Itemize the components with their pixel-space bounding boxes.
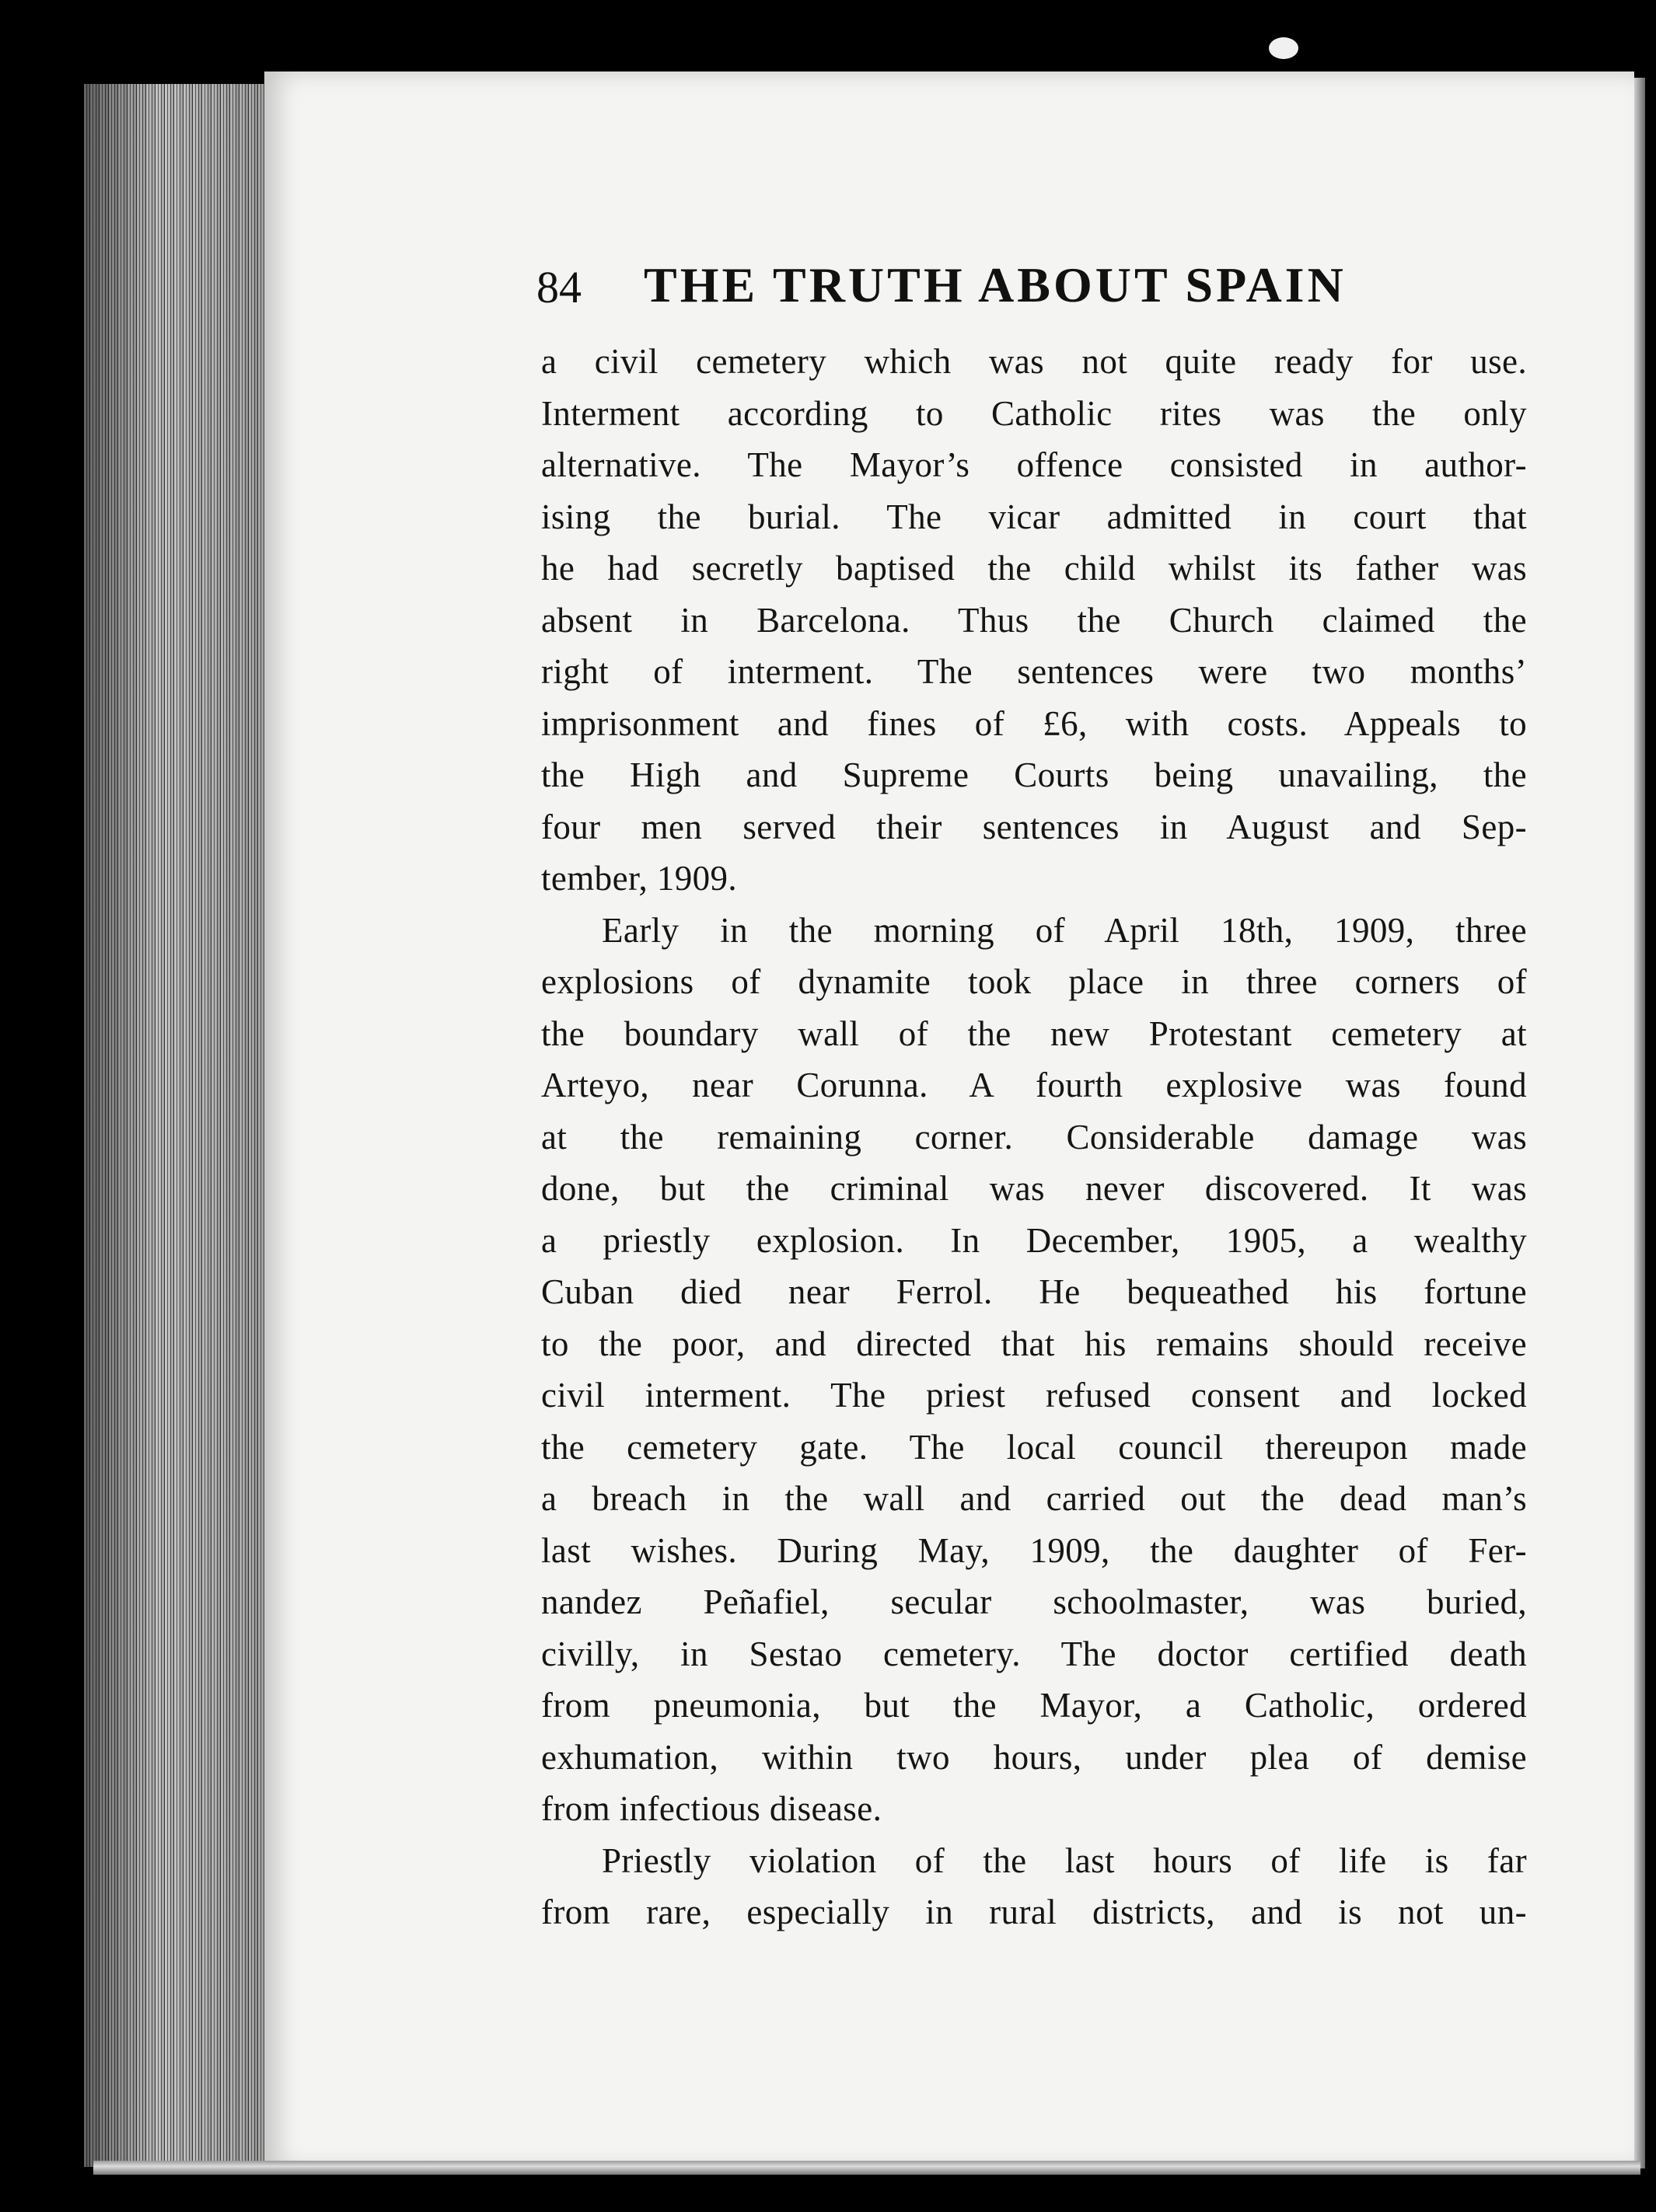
- text-line: civilly, in Sestao cemetery. The doctor certified death: [541, 1634, 1527, 1673]
- text-line: the High and Supreme Courts being unavailing, the: [541, 755, 1527, 794]
- text-line: right of interment. The sentences were two months’: [541, 652, 1527, 691]
- scan-artifact: [1269, 37, 1298, 59]
- text-line: the boundary wall of the new Protestant cemetery at: [541, 1014, 1527, 1053]
- text-line: Early in the morning of April 18th, 1909, three: [602, 910, 1527, 950]
- text-line: ising the burial. The vicar admitted in court that: [541, 497, 1527, 536]
- page-number: 84: [536, 262, 582, 312]
- text-line: done, but the criminal was never discovered. It was: [541, 1169, 1527, 1208]
- text-line: he had secretly baptised the child whilst its father was: [541, 549, 1527, 588]
- text-line: the cemetery gate. The local council thereupon made: [541, 1427, 1527, 1467]
- text-line: a priestly explosion. In December, 1905, a wealthy: [541, 1220, 1527, 1260]
- text-line: four men served their sentences in August and Sep-: [541, 807, 1527, 846]
- text-line: Priestly violation of the last hours of life is far: [602, 1840, 1527, 1880]
- text-line: Arteyo, near Corunna. A fourth explosive was found: [541, 1066, 1527, 1104]
- text-line: to the poor, and directed that his remains should receive: [541, 1324, 1527, 1363]
- text-line: nandez Peñafiel, secular schoolmaster, was buried,: [541, 1582, 1527, 1621]
- edge-shadow: [84, 84, 271, 2167]
- running-title: THE TRUTH ABOUT SPAIN: [644, 257, 1347, 312]
- text-line: from rare, especially in rural districts, and is not un-: [541, 1893, 1527, 1931]
- running-head: [536, 256, 1423, 319]
- text-line: a breach in the wall and carried out the dead man’s: [541, 1479, 1527, 1518]
- text-line: absent in Barcelona. Thus the Church claimed the: [541, 600, 1527, 640]
- right-page-edge: [1634, 78, 1645, 2168]
- text-line: from infectious disease.: [541, 1789, 882, 1828]
- text-line: Cuban died near Ferrol. He bequeathed his fortune: [541, 1272, 1527, 1311]
- text-line: Interment according to Catholic rites was the only: [541, 393, 1527, 433]
- text-line: civil interment. The priest refused consent and locked: [541, 1376, 1527, 1415]
- text-line: last wishes. During May, 1909, the daughter of Fer-: [541, 1530, 1527, 1570]
- text-line: exhumation, within two hours, under plea of demise: [541, 1737, 1527, 1777]
- text-line: imprisonment and fines of £6, with costs. Appeals to: [541, 703, 1527, 743]
- text-line: tember, 1909.: [541, 859, 738, 898]
- text-line: a civil cemetery which was not quite ready for use.: [541, 342, 1527, 381]
- text-line: alternative. The Mayor’s offence consisted in author-: [541, 445, 1527, 484]
- text-line: explosions of dynamite took place in three corners of: [541, 962, 1527, 1001]
- text-line: from pneumonia, but the Mayor, a Catholic, ordered: [541, 1686, 1527, 1725]
- bottom-page-edge: [93, 2161, 1640, 2175]
- body-text: [541, 336, 1527, 1938]
- text-line: at the remaining corner. Considerable damage was: [541, 1117, 1527, 1157]
